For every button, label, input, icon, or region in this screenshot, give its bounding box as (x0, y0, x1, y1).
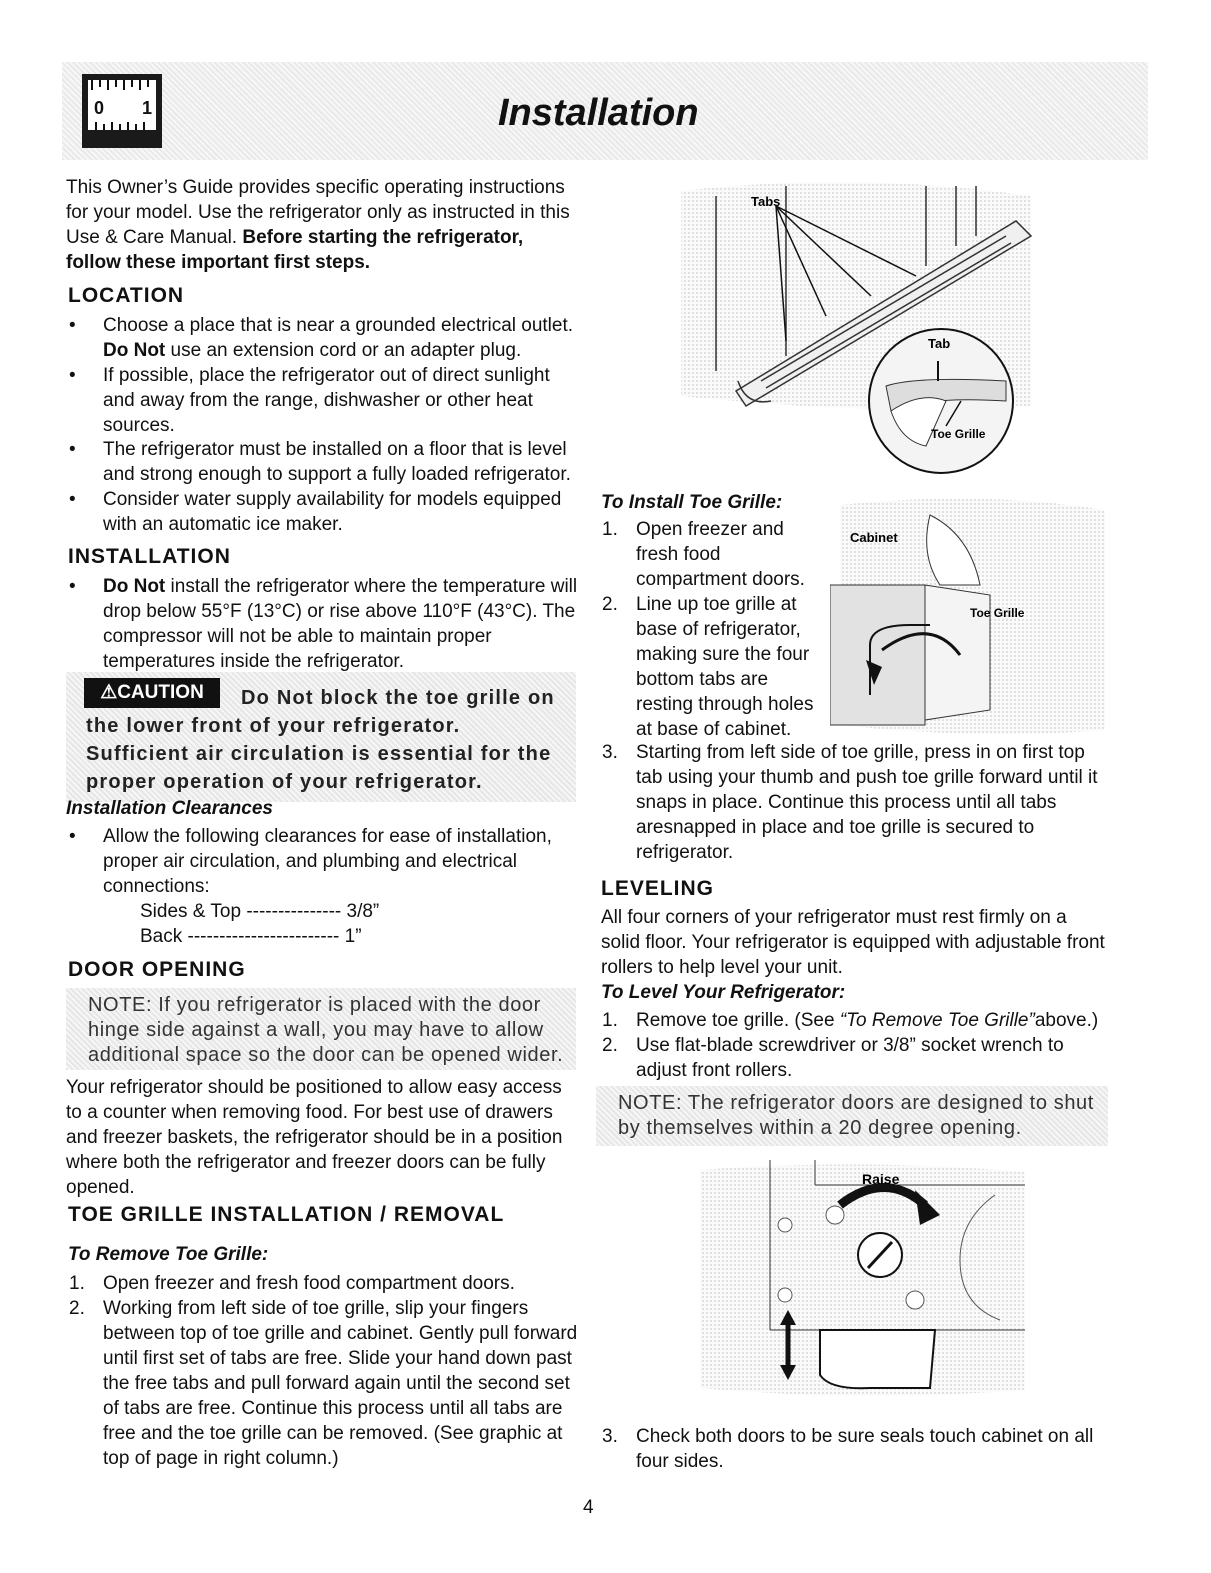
fig3-raise-label: Raise (862, 1171, 900, 1187)
door-note-box (66, 988, 576, 1070)
installation-bullet: • Do Not install the refrigerator where the temperature will drop below 55°F (13°C) or rise above 110°F (43°C). The compressor will not be able to maintain proper temperatures inside the refrigerator. (69, 576, 578, 672)
door-opening-heading: DOOR OPENING (68, 958, 246, 981)
location-bullet-1-text: Choose a place that is near a grounded electrical outlet. (103, 315, 574, 336)
remove-heading: To Remove Toe Grille: (68, 1244, 269, 1265)
location-bullet-3: • The refrigerator must be installed on a floor that is level and strong enough to support a fully loaded refrigerator. (69, 439, 571, 485)
location-bullet-1-text-b: use an extension cord or an adapter plug. (170, 340, 522, 361)
toe-grille-install-figure (830, 495, 1110, 735)
install-step-3: 3. Starting from left side of toe grille, press in on first top tab using your thumb and push toe grille forward until it snaps in place. Continue this process until all tabs aresnapped in place and toe grille is secured to refrigerator. (602, 742, 1098, 863)
installation-heading: INSTALLATION (68, 545, 231, 568)
level-step-3-text: Check both doors to be sure seals touch cabinet on all four sides. (636, 1426, 1094, 1472)
toe-grille-heading: TOE GRILLE INSTALLATION / REMOVAL (68, 1203, 505, 1226)
roller-adjust-figure (690, 1160, 1030, 1400)
level-step-3: 3. Check both doors to be sure seals touch cabinet on all four sides. (602, 1426, 1094, 1472)
caution-text: Do Not block the toe grille on the lower front of your refrigerator. Sufficient air circulation is essential for the proper operation of your refrigerator. (86, 687, 555, 793)
install-step-2-text: Line up toe grille at base of refrigerator, making sure the four bottom tabs are resting through holes at base of cabinet. (636, 594, 814, 740)
install-heading: To Install Toe Grille: (601, 492, 783, 513)
install-step-1-text: Open freezer and fresh food compartment doors. (636, 519, 805, 590)
install-step-2: 2. Line up toe grille at base of refrigerator, making sure the four bottom tabs are resting through holes at base of cabinet. (602, 594, 814, 740)
toe-grille-removal-figure (676, 176, 1036, 476)
install-step-3-text: Starting from left side of toe grille, press in on first top tab using your thumb and push toe grille forward until it snaps in place. Continue this process until all tabs aresnapped in place and toe grille is secured to refrigerator. (636, 742, 1098, 863)
leveling-note-text: NOTE: The refrigerator doors are designed to shut by themselves within a 20 degree opening. (618, 1092, 1094, 1139)
clearance-sides: Sides & Top --------------- 3/8” (140, 901, 380, 922)
door-note-text: NOTE: If you refrigerator is placed with the door hinge side against a wall, you may have to allow additional space so the door can be opened wider. (88, 994, 564, 1066)
ruler-icon (82, 74, 162, 148)
install-step-1: 1. Open freezer and fresh food compartment doors. (602, 519, 805, 590)
fig1-toe-grille-label: Toe Grille (931, 427, 986, 441)
page-title: Installation (498, 92, 699, 134)
clearance-back: Back ------------------------ 1” (140, 926, 362, 947)
level-step-1-italic: “To Remove Toe Grille” (839, 1010, 1035, 1031)
intro-text: This Owner’s Guide provides specific operating instructions for your model. Use the refrigerator only as instructed in this Use & Care Manual. (66, 177, 570, 248)
level-step-1-text: Remove toe grille. (See (636, 1010, 835, 1031)
clearances-bullet-text: Allow the following clearances for ease of installation, proper air circulation, and plumbing and electrical connections: (103, 826, 552, 897)
caution-badge: ⚠CAUTION (84, 678, 220, 708)
remove-step-1-text: Open freezer and fresh food compartment doors. (103, 1273, 515, 1294)
level-step-2-text: Use flat-blade screwdriver or 3/8” socket wrench to adjust front rollers. (636, 1035, 1064, 1081)
fig2-cabinet-label: Cabinet (850, 530, 898, 545)
location-bullet-2-text: If possible, place the refrigerator out of direct sunlight and away from the range, dishwasher or other heat sources. (103, 365, 550, 436)
remove-step-2: 2. Working from left side of toe grille, slip your fingers between top of toe grille and cabinet. Gently pull forward until first set of tabs are free. Slide your hand down past the free tabs and pull forward again until the second set of tabs are free. Continue this process until all tabs are free and the toe grille can be removed. (See graphic at top of page in right column.) (69, 1298, 578, 1469)
level-step-1-text-b: above.) (1034, 1010, 1099, 1031)
location-bullet-4-text: Consider water supply availability for models equipped with an automatic ice maker. (103, 489, 562, 535)
fig2-toe-grille-label: Toe Grille (970, 606, 1025, 620)
location-bullet-1: • Choose a place that is near a grounded electrical outlet. Do Not use an extension cord or an adapter plug. (69, 315, 574, 361)
remove-step-2-text: Working from left side of toe grille, slip your fingers between top of toe grille and cabinet. Gently pull forward until first set of tabs are free. Slide your hand down past the free tabs and pull forward again until the second set of tabs are free. Continue this process until all tabs are free and the toe grille can be removed. (See graphic at top of page in right column.) (103, 1298, 578, 1469)
intro-bold: Before starting the refrigerator, follow these important first steps. (66, 227, 524, 273)
leveling-note-box (596, 1086, 1108, 1146)
intro-paragraph (66, 175, 581, 275)
location-bullet-4: • Consider water supply availability for models equipped with an automatic ice maker. (69, 489, 562, 535)
location-bullet-1-bold: Do Not (103, 340, 166, 361)
location-bullet-3-text: The refrigerator must be installed on a floor that is level and strong enough to support a fully loaded refrigerator. (103, 439, 571, 485)
remove-step-1: 1. Open freezer and fresh food compartment doors. (69, 1273, 515, 1294)
installation-bullet-text: install the refrigerator where the temperature will drop below 55°F (13°C) or rise above 110°F (43°C). The compressor will not be able to maintain proper temperatures inside the refrigerator. (103, 576, 578, 672)
ruler-label-1: 1 (142, 98, 153, 118)
leveling-heading: LEVELING (601, 877, 715, 900)
caution-box (66, 672, 576, 802)
ruler-label-0: 0 (94, 98, 105, 118)
fig1-tab-label: Tab (928, 336, 951, 351)
fig1-tabs-label: Tabs (751, 194, 781, 209)
level-step-1: 1. Remove toe grille. (See “To Remove Toe Grille”above.) (602, 1010, 1099, 1031)
clearances-heading: Installation Clearances (66, 798, 273, 819)
leveling-text: All four corners of your refrigerator must rest firmly on a solid floor. Your refrigerator is equipped with adjustable front rollers to help level your unit. (601, 907, 1105, 978)
clearances-bullet: • Allow the following clearances for ease of installation, proper air circulation, and plumbing and electrical connections: (69, 826, 552, 897)
location-heading: LOCATION (68, 284, 185, 307)
level-heading: To Level Your Refrigerator: (601, 982, 846, 1003)
page-number: 4 (583, 1497, 594, 1518)
installation-bullet-bold: Do Not (103, 576, 166, 597)
door-opening-text: Your refrigerator should be positioned to allow easy access to a counter when removing food. For best use of drawers and freezer baskets, the refrigerator should be in a position where both the refrigerator and freezer doors can be fully opened. (66, 1077, 563, 1198)
location-bullet-2: • If possible, place the refrigerator out of direct sunlight and away from the range, dishwasher or other heat sources. (69, 365, 550, 436)
level-step-2: 2. Use flat-blade screwdriver or 3/8” socket wrench to adjust front rollers. (602, 1035, 1064, 1081)
